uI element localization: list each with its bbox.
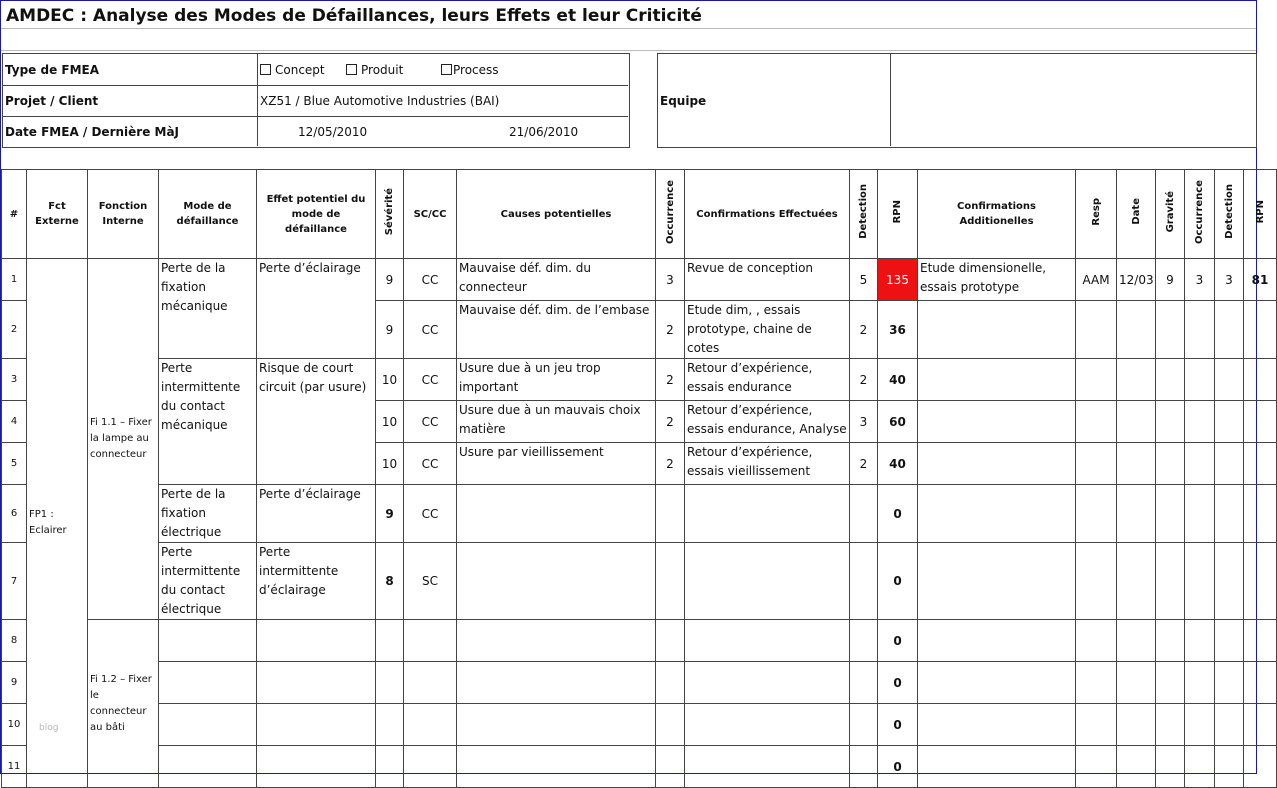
detection2-cell (1215, 301, 1244, 359)
occurrence-cell: 2 (656, 401, 685, 443)
resp-cell (1076, 485, 1117, 543)
conf-add-cell (918, 704, 1076, 746)
rpn2-cell (1244, 543, 1277, 620)
detection2-cell (1215, 746, 1244, 788)
confirmation-cell (685, 543, 850, 620)
detection-cell (850, 662, 878, 704)
row-number: 5 (2, 443, 27, 485)
conf-add-cell (918, 746, 1076, 788)
occurrence2-cell (1185, 704, 1215, 746)
sccc-cell: CC (404, 443, 457, 485)
col-conf-add: Confirmations Additionelles (918, 170, 1076, 259)
resp-cell (1076, 746, 1117, 788)
confirmation-cell: Revue de conception (685, 259, 850, 301)
conf-add-cell (918, 443, 1076, 485)
sccc-cell (404, 704, 457, 746)
cause-cell (457, 662, 656, 704)
confirmation-cell: Retour d’expérience, essais endurance, Analyse (685, 401, 850, 443)
row-number: 8 (2, 620, 27, 662)
detection2-cell (1215, 443, 1244, 485)
sccc-cell: CC (404, 259, 457, 301)
col-gravite: Gravité (1156, 170, 1185, 259)
rpn2-cell (1244, 662, 1277, 704)
date-cell (1117, 401, 1156, 443)
mode-cell: Perte de la fixation électrique (159, 485, 257, 543)
severite-cell: 8 (376, 543, 404, 620)
sccc-cell: CC (404, 485, 457, 543)
page-title: AMDEC : Analyse des Modes de Défaillances, leurs Effets et leur Criticité (6, 6, 702, 26)
severite-cell: 10 (376, 443, 404, 485)
resp-cell (1076, 443, 1117, 485)
effet-cell: Perte d’éclairage (257, 259, 376, 359)
confirmation-cell (685, 704, 850, 746)
mode-cell (159, 704, 257, 746)
severite-cell (376, 704, 404, 746)
watermark-text: blog (39, 723, 59, 733)
table-row (2, 704, 1277, 746)
rpn-cell-alert: 135 (878, 259, 918, 301)
severite-cell: 9 (376, 259, 404, 301)
occurrence-cell: 3 (656, 259, 685, 301)
conf-add-cell (918, 359, 1076, 401)
divider (1, 28, 1256, 29)
divider (2, 85, 628, 86)
date-cell (1117, 662, 1156, 704)
checkbox-produit[interactable] (346, 64, 357, 75)
resp-cell (1076, 359, 1117, 401)
col-resp: Resp (1076, 170, 1117, 259)
date-cell (1117, 443, 1156, 485)
detection-cell: 2 (850, 301, 878, 359)
occurrence-cell (656, 704, 685, 746)
row-number: 7 (2, 543, 27, 620)
rpn-cell: 0 (878, 543, 918, 620)
divider (890, 53, 891, 146)
rpn-cell: 36 (878, 301, 918, 359)
occurrence2-cell (1185, 443, 1215, 485)
row-number: 11 (2, 746, 27, 788)
severite-cell: 9 (376, 485, 404, 543)
rpn2-cell (1244, 485, 1277, 543)
rpn2-cell (1244, 746, 1277, 788)
table-row (2, 259, 1277, 301)
sccc-cell: CC (404, 401, 457, 443)
table-row (2, 543, 1277, 620)
rpn-cell: 60 (878, 401, 918, 443)
row-number: 2 (2, 301, 27, 359)
col-effet: Effet potentiel du mode de défaillance (257, 170, 376, 259)
occurrence-cell: 2 (656, 443, 685, 485)
detection2-cell (1215, 401, 1244, 443)
resp-cell (1076, 662, 1117, 704)
conf-add-cell (918, 620, 1076, 662)
date-cell (1117, 620, 1156, 662)
cause-cell: Usure due à un mauvais choix matière (457, 401, 656, 443)
resp-cell: AAM (1076, 259, 1117, 301)
occurrence2-cell (1185, 401, 1215, 443)
occurrence-cell: 2 (656, 301, 685, 359)
severite-cell: 9 (376, 301, 404, 359)
occurrence-cell (656, 746, 685, 788)
occurrence2-cell (1185, 746, 1215, 788)
rpn-cell: 0 (878, 704, 918, 746)
resp-cell (1076, 401, 1117, 443)
row-number: 3 (2, 359, 27, 401)
row-number: 9 (2, 662, 27, 704)
sccc-cell: SC (404, 543, 457, 620)
occurrence2-cell: 3 (1185, 259, 1215, 301)
rpn-cell: 0 (878, 662, 918, 704)
col-date: Date (1117, 170, 1156, 259)
rpn-cell: 40 (878, 359, 918, 401)
rpn2-cell (1244, 401, 1277, 443)
occurrence2-cell (1185, 543, 1215, 620)
table-row (2, 620, 1277, 662)
occurrence-cell: 2 (656, 359, 685, 401)
gravite-cell (1156, 746, 1185, 788)
table-row (2, 359, 1277, 401)
rpn-cell: 40 (878, 443, 918, 485)
gravite-cell: 9 (1156, 259, 1185, 301)
cause-cell (457, 620, 656, 662)
mode-cell: Perte de la fixation mécanique (159, 259, 257, 359)
table-row (2, 746, 1277, 788)
table-row (2, 485, 1277, 543)
equipe-box (657, 53, 1257, 148)
date-cell (1117, 704, 1156, 746)
date-cell (1117, 359, 1156, 401)
sccc-cell: CC (404, 301, 457, 359)
detection-cell: 2 (850, 359, 878, 401)
col-mode: Mode de défaillance (159, 170, 257, 259)
occurrence2-cell (1185, 620, 1215, 662)
col-occurrence: Occurrence (656, 170, 685, 259)
occurrence2-cell (1185, 485, 1215, 543)
detection-cell: 3 (850, 401, 878, 443)
rpn-cell: 0 (878, 620, 918, 662)
col-confirmations: Confirmations Effectuées (685, 170, 850, 259)
detection2-cell (1215, 485, 1244, 543)
conf-add-cell (918, 301, 1076, 359)
col-causes: Causes potentielles (457, 170, 656, 259)
gravite-cell (1156, 620, 1185, 662)
gravite-cell (1156, 543, 1185, 620)
detection-cell (850, 704, 878, 746)
divider (1, 50, 1256, 51)
mode-cell (159, 662, 257, 704)
date-fmea-value: 12/05/2010 (298, 125, 368, 139)
mode-cell: Perte intermittente du contact électrique (159, 543, 257, 620)
cause-cell: Usure par vieillissement (457, 443, 656, 485)
confirmation-cell (685, 620, 850, 662)
detection2-cell (1215, 543, 1244, 620)
gravite-cell (1156, 485, 1185, 543)
mode-cell (159, 746, 257, 788)
detection2-cell (1215, 662, 1244, 704)
severite-cell: 10 (376, 401, 404, 443)
option-concept[interactable]: Concept (260, 63, 325, 77)
confirmation-cell: Etude dim, , essais prototype, chaine de cotes (685, 301, 850, 359)
col-fonction-interne: Fonction Interne (88, 170, 159, 259)
fct-externe-cell: FP1 : Eclairer (27, 259, 88, 788)
col-fct-externe: Fct Externe (27, 170, 88, 259)
confirmation-cell (685, 662, 850, 704)
fmea-table (1, 169, 1277, 788)
occurrence-cell (656, 620, 685, 662)
effet-cell (257, 746, 376, 788)
gravite-cell (1156, 359, 1185, 401)
date-cell (1117, 485, 1156, 543)
severite-cell (376, 662, 404, 704)
severite-cell: 10 (376, 359, 404, 401)
date-cell (1117, 543, 1156, 620)
rpn2-cell: 81 (1244, 259, 1277, 301)
sccc-cell (404, 620, 457, 662)
sccc-cell: CC (404, 359, 457, 401)
confirmation-cell: Retour d’expérience, essais vieillissement (685, 443, 850, 485)
col-num: # (2, 170, 27, 259)
conf-add-cell (918, 485, 1076, 543)
checkbox-process[interactable] (441, 64, 452, 75)
date-cell (1117, 746, 1156, 788)
cause-cell (457, 543, 656, 620)
confirmation-cell: Retour d’expérience, essais endurance (685, 359, 850, 401)
rpn2-cell (1244, 620, 1277, 662)
mode-cell (159, 620, 257, 662)
conf-add-cell: Etude dimensionelle, essais prototype (918, 259, 1076, 301)
detection-cell (850, 543, 878, 620)
detection2-cell (1215, 704, 1244, 746)
gravite-cell (1156, 301, 1185, 359)
col-rpn: RPN (878, 170, 918, 259)
gravite-cell (1156, 704, 1185, 746)
detection2-cell (1215, 359, 1244, 401)
fonction-interne-cell: Fi 1.2 – Fixer le connecteur au bâti (88, 620, 159, 788)
detection-cell (850, 746, 878, 788)
conf-add-cell (918, 543, 1076, 620)
equipe-label: Equipe (660, 94, 707, 108)
col-severite: Sévérité (376, 170, 404, 259)
detection-cell: 5 (850, 259, 878, 301)
occurrence-cell (656, 485, 685, 543)
row-number: 6 (2, 485, 27, 543)
effet-cell (257, 704, 376, 746)
date-maj-value: 21/06/2010 (509, 125, 579, 139)
confirmation-cell (685, 485, 850, 543)
resp-cell (1076, 620, 1117, 662)
conf-add-cell (918, 662, 1076, 704)
cause-cell: Mauvaise déf. dim. de l’embase (457, 301, 656, 359)
gravite-cell (1156, 401, 1185, 443)
rpn2-cell (1244, 359, 1277, 401)
resp-cell (1076, 301, 1117, 359)
confirmation-cell (685, 746, 850, 788)
mode-cell: Perte intermittente du contact mécanique (159, 359, 257, 485)
cause-cell (457, 704, 656, 746)
projet-value: XZ51 / Blue Automotive Industries (BAI) (260, 94, 500, 108)
option-produit[interactable]: Produit (346, 63, 403, 77)
col-detection2: Detection (1215, 170, 1244, 259)
occurrence-cell (656, 543, 685, 620)
divider (257, 53, 258, 146)
fonction-interne-cell: Fi 1.1 – Fixer la lampe au connecteur (88, 259, 159, 620)
occurrence2-cell (1185, 359, 1215, 401)
detection2-cell: 3 (1215, 259, 1244, 301)
severite-cell (376, 746, 404, 788)
rpn2-cell (1244, 301, 1277, 359)
date-label: Date FMEA / Dernière MàJ (5, 125, 180, 139)
gravite-cell (1156, 443, 1185, 485)
gravite-cell (1156, 662, 1185, 704)
divider (2, 116, 628, 117)
table-header-row (2, 170, 1277, 259)
effet-cell (257, 662, 376, 704)
detection-cell (850, 620, 878, 662)
effet-cell: Perte d’éclairage (257, 485, 376, 543)
table-row (2, 662, 1277, 704)
cause-cell: Usure due à un jeu trop important (457, 359, 656, 401)
rpn2-cell (1244, 704, 1277, 746)
rpn2-cell (1244, 443, 1277, 485)
severite-cell (376, 620, 404, 662)
col-sccc: SC/CC (404, 170, 457, 259)
checkbox-concept[interactable] (260, 64, 271, 75)
date-cell (1117, 301, 1156, 359)
col-rpn2: RPN (1244, 170, 1277, 259)
col-detection: Detection (850, 170, 878, 259)
cause-cell: Mauvaise déf. dim. du connecteur (457, 259, 656, 301)
row-number: 10 (2, 704, 27, 746)
effet-cell (257, 620, 376, 662)
projet-label: Projet / Client (5, 94, 99, 108)
row-number: 4 (2, 401, 27, 443)
date-cell: 12/03 (1117, 259, 1156, 301)
effet-cell: Perte intermittente d’éclairage (257, 543, 376, 620)
cause-cell (457, 746, 656, 788)
type-label: Type de FMEA (5, 63, 100, 77)
rpn-cell: 0 (878, 746, 918, 788)
detection2-cell (1215, 620, 1244, 662)
resp-cell (1076, 704, 1117, 746)
effet-cell: Risque de court circuit (par usure) (257, 359, 376, 485)
sccc-cell (404, 662, 457, 704)
occurrence2-cell (1185, 662, 1215, 704)
occurrence2-cell (1185, 301, 1215, 359)
occurrence-cell (656, 662, 685, 704)
option-process[interactable]: Process (441, 63, 499, 77)
resp-cell (1076, 543, 1117, 620)
row-number: 1 (2, 259, 27, 301)
conf-add-cell (918, 401, 1076, 443)
col-occurrence2: Occurrence (1185, 170, 1215, 259)
detection-cell (850, 485, 878, 543)
cause-cell (457, 485, 656, 543)
rpn-cell: 0 (878, 485, 918, 543)
detection-cell: 2 (850, 443, 878, 485)
sccc-cell (404, 746, 457, 788)
